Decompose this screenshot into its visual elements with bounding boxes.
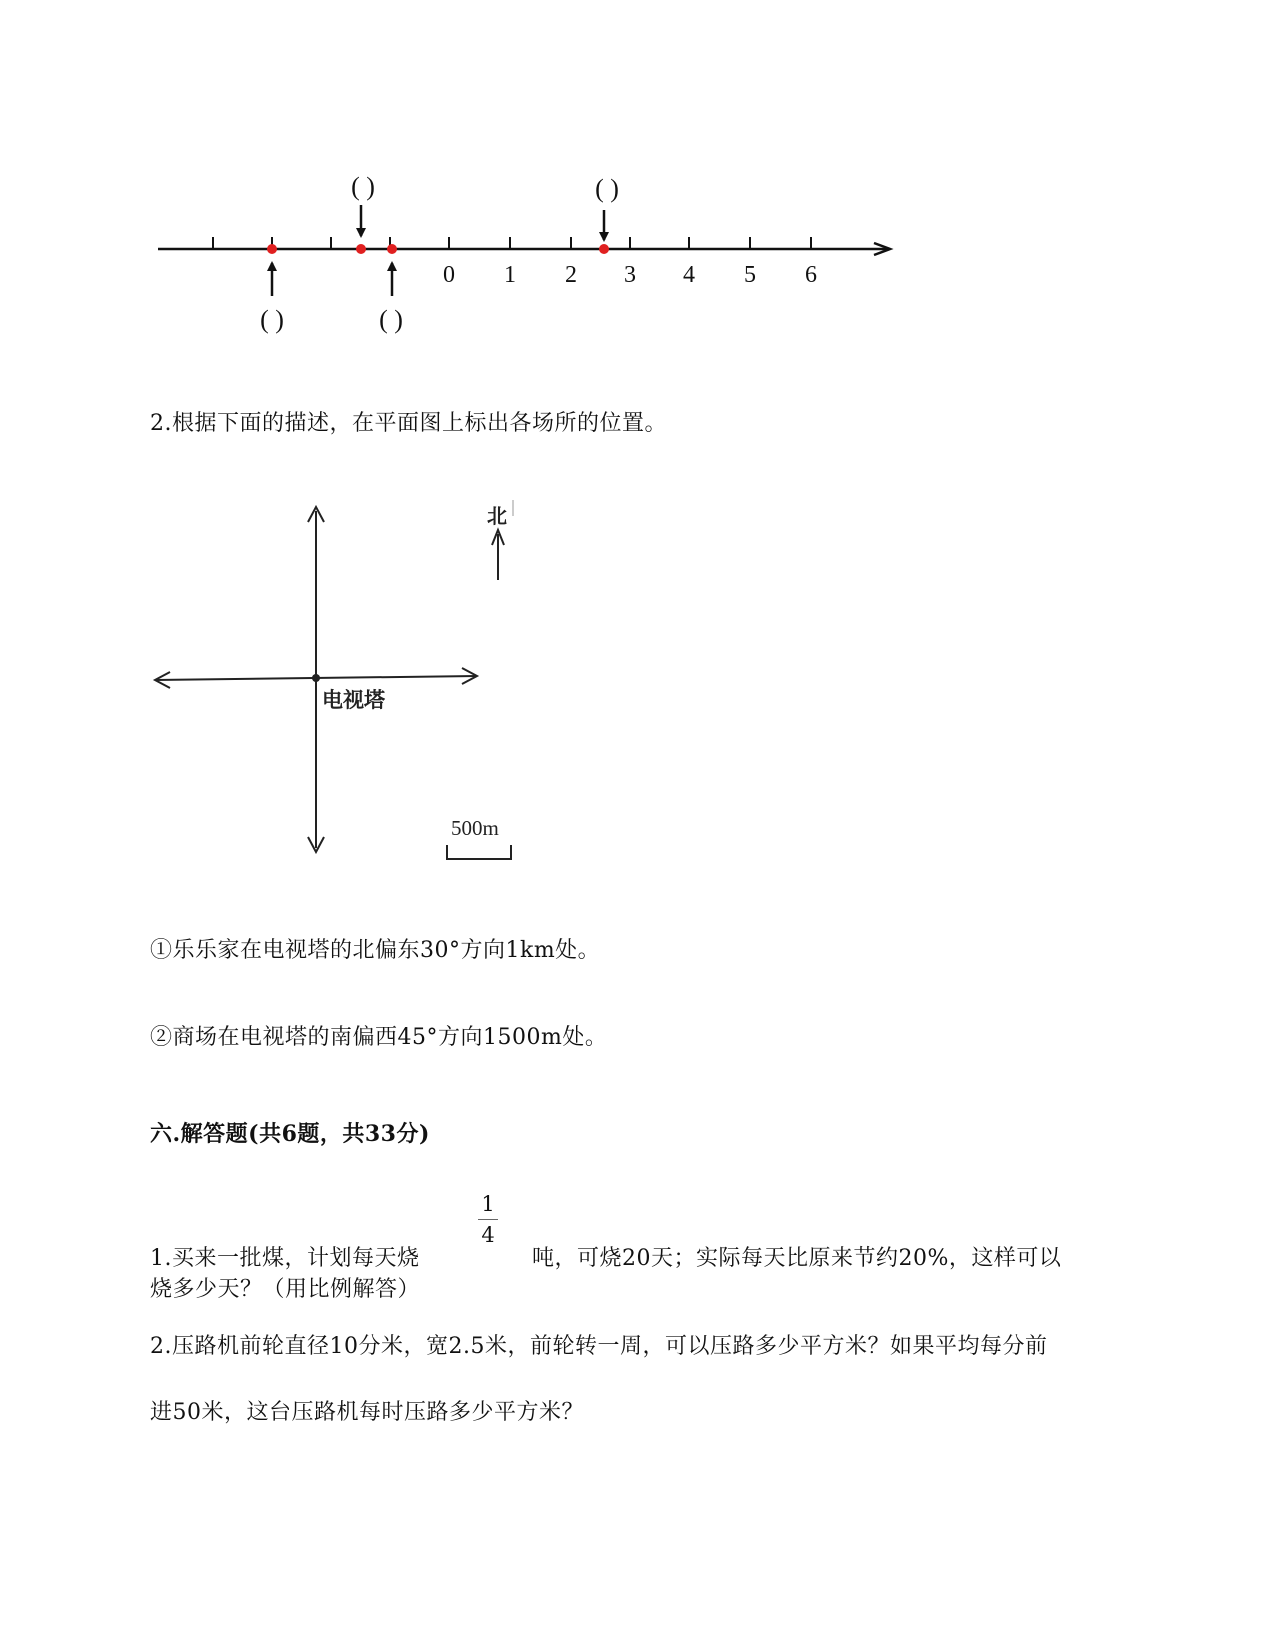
tick-label-4: 4	[683, 262, 695, 288]
answer-blank: ( )	[595, 174, 619, 203]
problem-1-suffix: 吨，可烧20天；实际每天比原来节约20%，这样可以	[532, 1246, 1062, 1271]
point-marker	[387, 244, 397, 254]
plan-map-figure	[0, 480, 600, 880]
item-2-text: ②商场在电视塔的南偏西45°方向1500m处。	[150, 1025, 608, 1050]
problem-1-prefix: 1.买来一批煤，计划每天烧	[150, 1246, 420, 1271]
point-marker	[356, 244, 366, 254]
tick-label-1: 1	[504, 262, 516, 288]
problem-1-line-2: 烧多少天？（用比例解答）	[150, 1277, 421, 1302]
tick-label-2: 2	[565, 262, 577, 288]
tv-tower-label: 电视塔	[322, 688, 385, 712]
answer-blank: ( )	[260, 305, 284, 334]
problem-2-line-2: 进50米，这台压路机每时压路多少平方米？	[150, 1400, 584, 1425]
scale-bar	[447, 845, 511, 859]
fraction-one-quarter	[476, 1192, 500, 1247]
number-line-ticks	[213, 237, 811, 249]
tick-label-0: 0	[443, 262, 455, 288]
tick-label-5: 5	[744, 262, 756, 288]
scale-label: 500m	[451, 816, 499, 840]
tick-label-6: 6	[805, 262, 817, 288]
tv-tower-point	[312, 674, 320, 682]
question-2-text: 2.根据下面的描述，在平面图上标出各场所的位置。	[150, 411, 667, 436]
answer-blank: ( )	[351, 172, 375, 201]
fraction-denominator: 4	[481, 1223, 495, 1247]
number-line-figure	[0, 0, 1275, 360]
fraction-numerator: 1	[481, 1192, 495, 1216]
north-label: 北	[487, 506, 507, 528]
point-marker	[267, 244, 277, 254]
section-heading: 六.解答题(共6题，共33分)	[150, 1121, 430, 1147]
fraction-bar	[478, 1219, 498, 1220]
problem-2-line-1: 2.压路机前轮直径10分米，宽2.5米，前轮转一周，可以压路多少平方米？如果平均每分前	[150, 1334, 1048, 1359]
item-1-text: ①乐乐家在电视塔的北偏东30°方向1km处。	[150, 938, 601, 963]
answer-blank: ( )	[379, 305, 403, 334]
point-marker	[599, 244, 609, 254]
tick-label-3: 3	[624, 262, 636, 288]
